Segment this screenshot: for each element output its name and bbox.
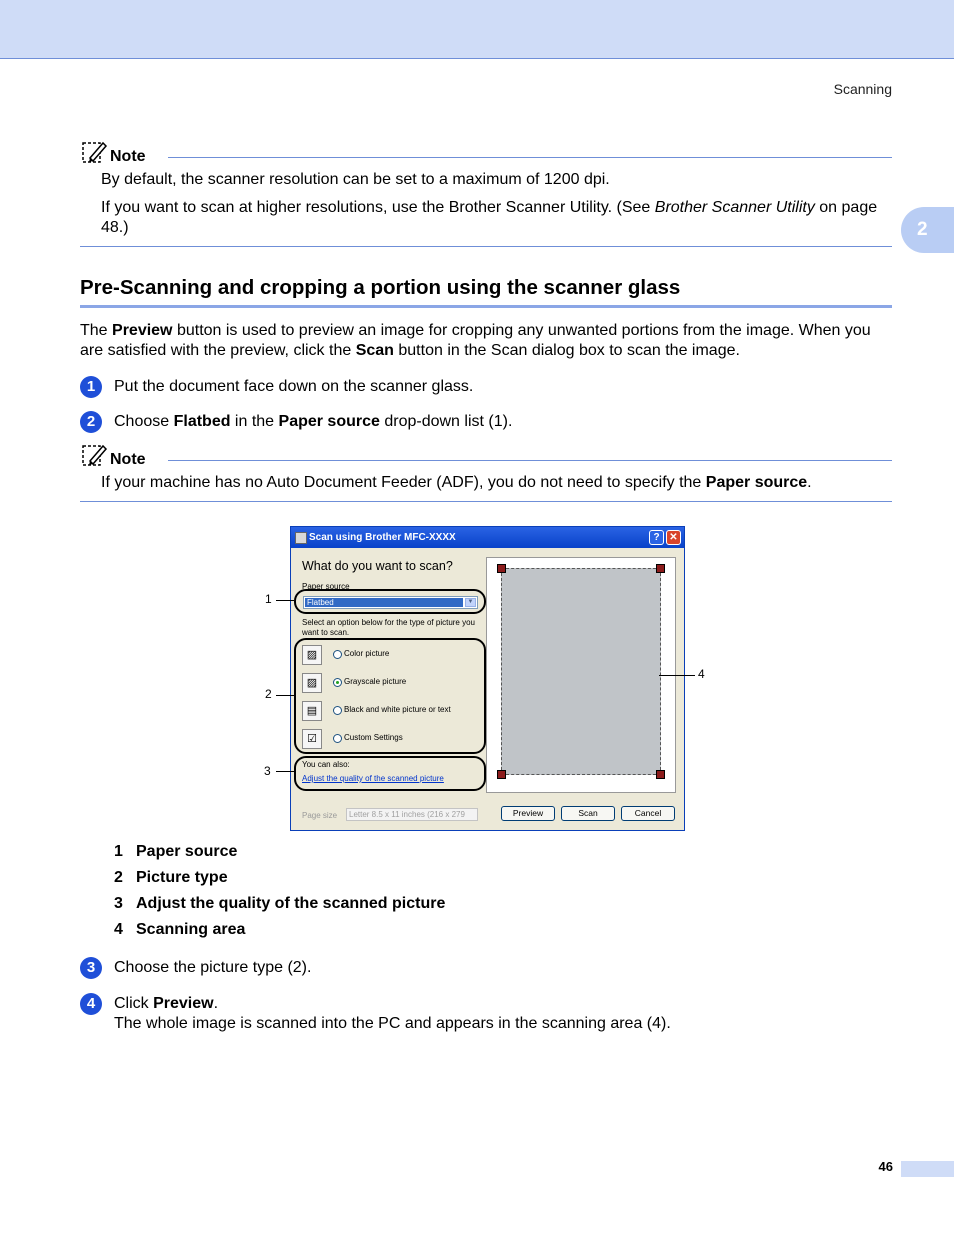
grayscale-picture-icon[interactable]: ▨ [302,673,322,693]
callout-number: 2 [265,687,272,701]
option-label: Grayscale picture [344,677,407,686]
footer-bar [901,1161,954,1177]
section-label: Scanning [833,81,892,97]
step-text: Click Preview. The whole image is scanned into the PC and appears in the scanning area (4). [114,995,671,1032]
callout-number: 1 [265,592,272,606]
note-rule [168,460,892,461]
chevron-down-icon[interactable]: ▼ [465,598,476,607]
step-text: Put the document face down on the scanner glass. [114,378,474,395]
step-text: Choose the picture type (2). [114,959,312,976]
paper-source-value: Flatbed [305,598,463,607]
note-bottom-rule [80,246,892,247]
note-text: If you want to scan at higher resolutions, use the Brother Scanner Utility. (See Brother Scanner Utility on page 48.) [101,199,878,236]
note-header [80,447,892,471]
chapter-tab: 2 [901,207,954,253]
note-title: Note [110,148,146,165]
callout-item: 1 Paper source [114,843,238,860]
preview-panel [486,557,676,793]
step-text: Choose Flatbed in the Paper source drop-down list (1). [114,413,513,430]
select-hint: Select an option below for the type of picture you want to scan. [302,618,475,637]
bw-text-icon[interactable]: ▤ [302,701,322,721]
custom-settings-icon[interactable]: ☑ [302,729,322,749]
crop-handle[interactable] [656,564,665,573]
callout-item: 3 Adjust the quality of the scanned picture [114,895,446,912]
scanning-area[interactable] [501,568,661,775]
option-label: Custom Settings [344,733,403,742]
intro-paragraph: The Preview button is used to preview an image for cropping any unwanted portions from the image. When you are satisfied with the preview, click the Scan button in the Scan dialog box to scan the image. [80,322,871,359]
callout-line [276,600,294,601]
option-label: Color picture [344,649,390,658]
callout-legend [114,843,445,947]
dialog-title: Scan using Brother MFC-XXXX [309,532,456,543]
note-text: By default, the scanner resolution can be set to a maximum of 1200 dpi. [101,171,610,188]
page-number: 46 [878,1159,893,1174]
step-number: 4 [80,993,102,1015]
scan-button[interactable]: Scan [561,806,615,821]
note-box [80,447,892,502]
note-title: Note [110,451,146,468]
cancel-button[interactable]: Cancel [621,806,675,821]
note-text: If your machine has no Auto Document Feeder (ADF), you do not need to specify the Paper source. [101,474,812,491]
note-rule [168,157,892,158]
callout-outline-3 [294,756,486,791]
callout-line [276,695,294,696]
crop-handle[interactable] [656,770,665,779]
section-heading: Pre-Scanning and cropping a portion using the scanner glass [80,276,892,308]
crop-handle[interactable] [497,770,506,779]
header-band [0,0,954,59]
color-picture-icon[interactable]: ▨ [302,645,322,665]
callout-number: 3 [264,764,271,778]
callout-number: 4 [698,667,705,681]
close-button[interactable]: ✕ [666,530,681,545]
step-number: 3 [80,957,102,979]
note-header [80,144,892,168]
page-size-select: Letter 8.5 x 11 inches (216 x 279 [346,808,478,821]
callout-line [659,675,695,676]
dialog-question: What do you want to scan? [302,559,453,573]
preview-button[interactable]: Preview [501,806,555,821]
callout-outline-2 [294,638,486,754]
callout-item: 4 Scanning area [114,921,246,938]
note-pencil-icon [82,140,108,164]
note-box [80,144,892,247]
step-number: 2 [80,411,102,433]
help-button[interactable]: ? [649,530,664,545]
step-number: 1 [80,376,102,398]
scanner-icon [295,532,307,544]
callout-item: 2 Picture type [114,869,228,886]
callout-line [276,771,294,772]
adjust-quality-link[interactable]: Adjust the quality of the scanned picture [302,774,444,783]
cross-reference: Brother Scanner Utility [654,199,815,216]
you-can-also-label: You can also: [302,760,350,769]
note-pencil-icon [82,443,108,467]
crop-handle[interactable] [497,564,506,573]
callout-outline-1 [294,589,486,614]
note-bottom-rule [80,501,892,502]
page-size-label: Page size [302,811,338,820]
paper-source-label: Paper source [302,582,350,591]
option-label: Black and white picture or text [344,705,451,714]
dialog-titlebar [291,527,684,548]
